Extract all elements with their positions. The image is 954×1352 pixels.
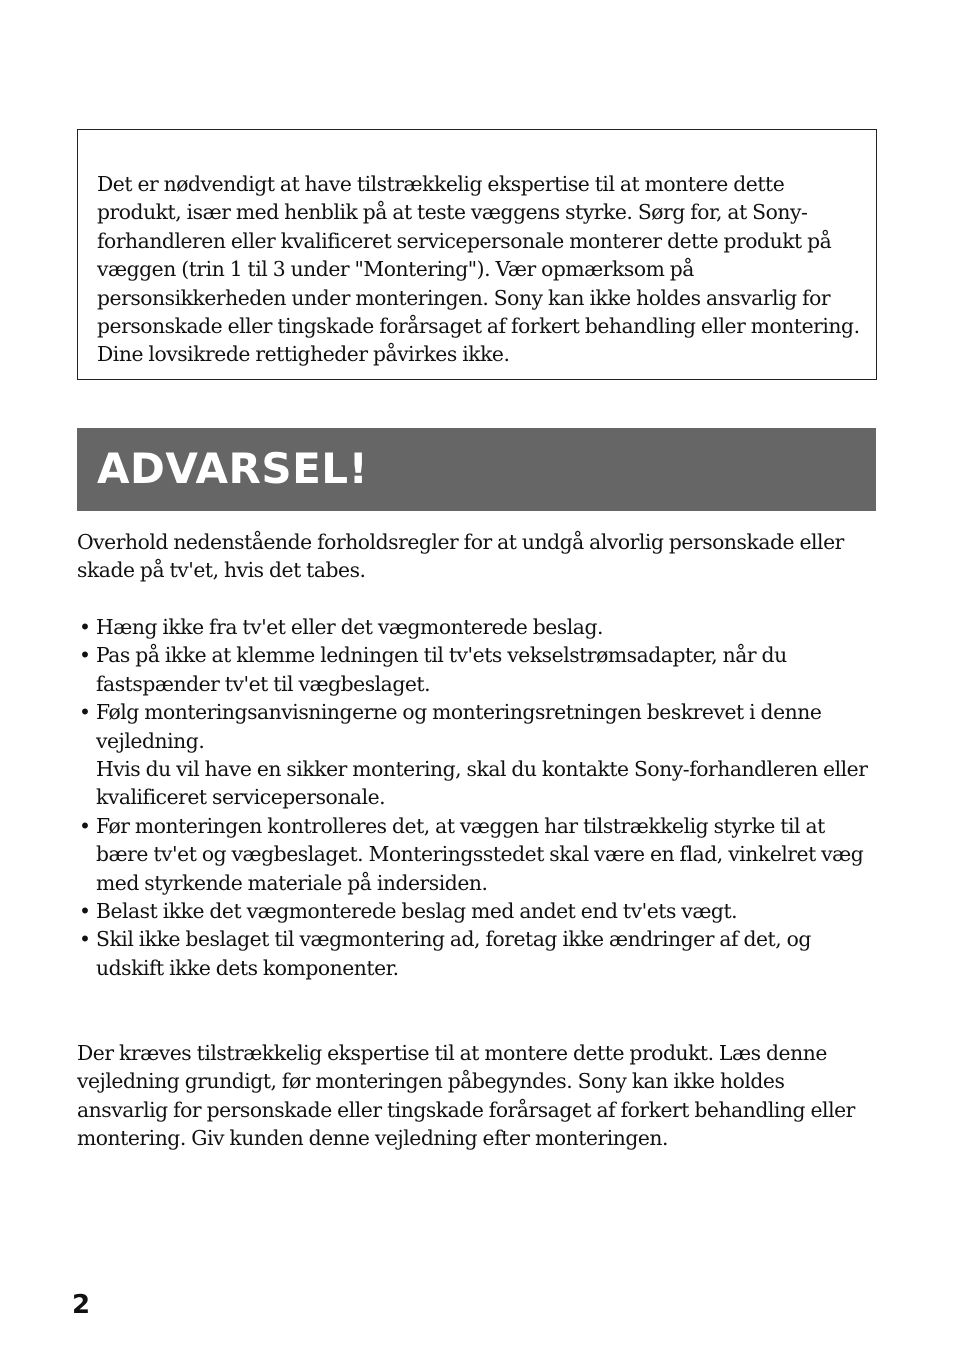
notice-box — [77, 129, 877, 380]
bullet-icon: • — [79, 927, 91, 952]
list-item — [77, 613, 877, 641]
list-item-text: Skil ikke beslaget til vægmontering ad, foretag ikke ændringer af det, og udskift ikke dets komponenter. — [96, 927, 811, 980]
warning-banner — [77, 428, 876, 511]
list-item-extra-text: Hvis du vil have en sikker montering, skal du kontakte Sony-forhandleren eller kvalificeret servicepersonale. — [96, 757, 868, 810]
list-item-text: Belast ikke det vægmonterede beslag med andet end tv'ets vægt. — [96, 899, 738, 924]
notice-text: Det er nødvendigt at have tilstrækkelig ekspertise til at montere dette produkt, især med henblik på at teste væggens styrke. Sørg for, at Sony-forhandleren eller kvalificeret servicepersonale monterer dette produkt på væggen (trin 1 til 3 under "Montering"). Vær opmærksom på personsikkerheden under monteringen. Sony kan ikke holdes ansvarlig for personskade eller tingskade forårsaget af forkert behandling eller montering. Dine lovsikrede rettigheder påvirkes ikke. — [97, 172, 860, 367]
bullet-icon: • — [79, 899, 91, 924]
precaution-list — [77, 613, 877, 982]
list-item — [77, 641, 877, 698]
bullet-icon: • — [79, 615, 91, 639]
list-item — [77, 698, 877, 812]
bullet-icon: • — [79, 700, 91, 725]
closing-paragraph: Der kræves tilstrækkelig ekspertise til at montere dette produkt. Læs denne vejledning grundigt, før monteringen påbegyndes. Sony kan ikke holdes ansvarlig for personskade eller tingskade forårsaget af forkert behandling eller montering. Giv kunden denne vejledning efter monteringen. — [77, 1041, 855, 1151]
bullet-icon: • — [79, 813, 91, 838]
list-item — [77, 925, 877, 982]
bullet-icon: • — [79, 643, 91, 668]
list-item-text: Hæng ikke fra tv'et eller det vægmonterede beslag. — [96, 615, 603, 639]
warning-title: ADVARSEL! — [97, 444, 369, 493]
list-item-text: Før monteringen kontrolleres det, at væggen har tilstrækkelig styrke til at bære tv'et og vægbeslaget. Monteringsstedet skal være en flad, vinkelret væg med styrkende materiale på indersiden. — [96, 813, 864, 895]
warning-intro: Overhold nedenstående forholdsregler for at undgå alvorlig personskade eller skade på tv'et, hvis det tabes. — [77, 530, 844, 583]
list-item-text: Følg monteringsanvisningerne og monteringsretningen beskrevet i denne vejledning. — [96, 700, 822, 753]
list-item — [77, 812, 877, 897]
page-number: 2 — [72, 1290, 91, 1320]
list-item-text: Pas på ikke at klemme ledningen til tv'ets vekselstrømsadapter, når du fastspænder tv'et til vægbeslaget. — [96, 643, 787, 696]
list-item — [77, 897, 877, 925]
